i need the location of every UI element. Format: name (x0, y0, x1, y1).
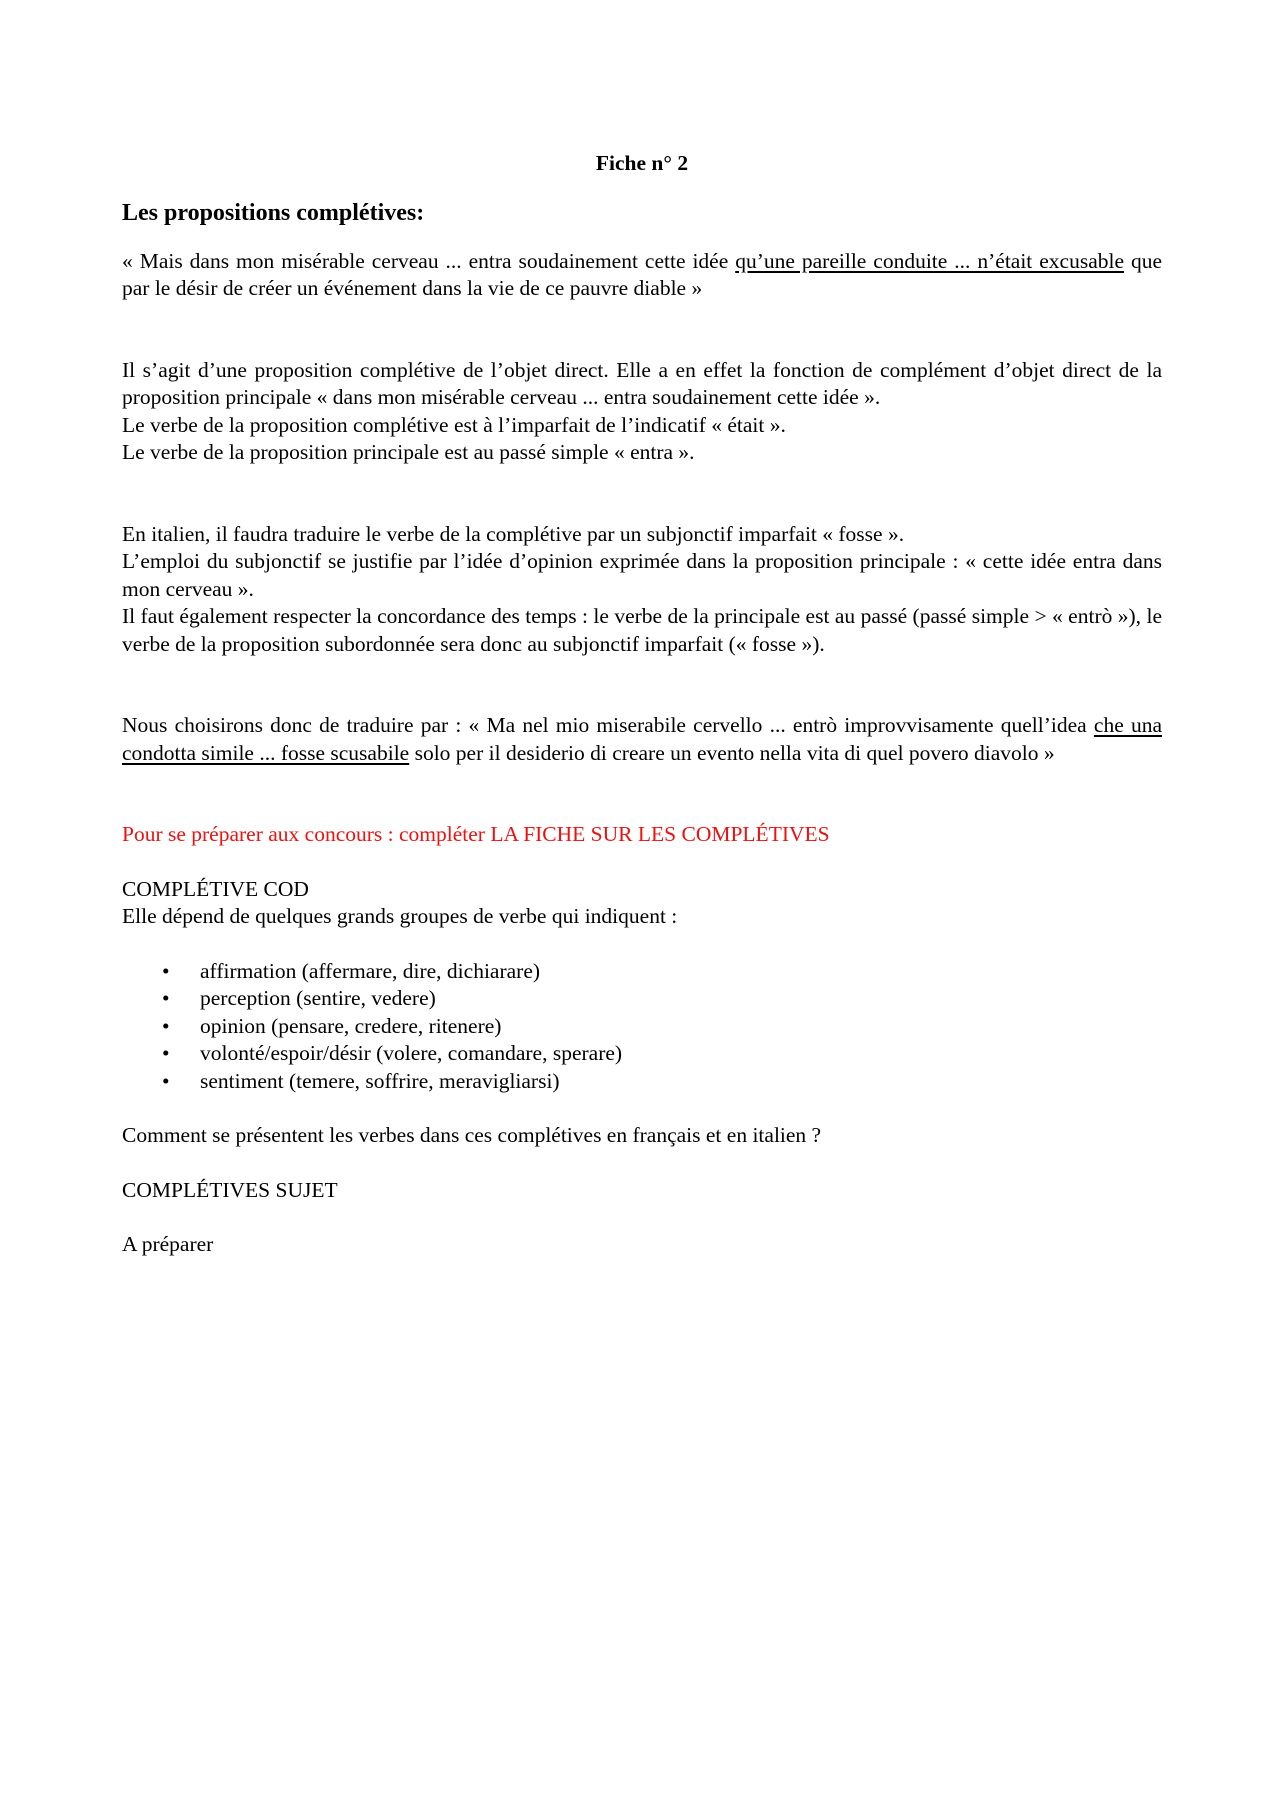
spacer (122, 931, 1162, 958)
bullet-icon: • (162, 1041, 170, 1065)
verb-group-list (122, 958, 1162, 1096)
list-item-text: opinion (pensare, credere, ritenere) (200, 1013, 502, 1038)
bullet-icon: • (162, 1013, 170, 1038)
italian-paragraph: L’emploi du subjonctif se justifie par l’idée d’opinion exprimée dans la proposition principale : « cette idée entra dans mon cerveau ». (122, 549, 1162, 601)
list-item (122, 1040, 1162, 1068)
bullet-icon: • (162, 1068, 170, 1093)
cod-question: Comment se présentent les verbes dans ces complétives en français et en italien ? (122, 1123, 822, 1147)
french-quote (122, 248, 1162, 303)
page-title: Fiche n° 2 (595, 151, 689, 175)
list-item (122, 1068, 1162, 1096)
list-item (122, 958, 1162, 986)
list-item (122, 1013, 1162, 1041)
analysis-line: Le verbe de la proposition complétive est à l’imparfait de l’indicatif « était ». (122, 412, 786, 437)
analysis-line: Le verbe de la proposition principale est au passé simple « entra ». (122, 440, 695, 464)
analysis-paragraph: Il s’agit d’une proposition complétive de l’objet direct. Elle a en effet la fonction de complément d’objet direct de la proposition principale « dans mon misérable cerveau ... entra soudainement cette idée ». (122, 357, 1162, 409)
italian-line: En italien, il faudra traduire le verbe de la complétive par un subjonctif imparfait « fosse ». (122, 521, 905, 546)
spacer (122, 1095, 1162, 1122)
list-item-text: affirmation (affermare, dire, dichiarare) (200, 958, 541, 983)
preparation-instruction: Pour se préparer aux concours : compléter LA FICHE SUR LES COMPLÉTIVES (122, 822, 830, 846)
sujet-note: A préparer (122, 1232, 214, 1256)
list-item-text: perception (sentire, vedere) (200, 986, 436, 1010)
cod-heading: COMPLÉTIVE COD (122, 876, 309, 901)
translation-underlined: che una condotta simile ... fosse scusabile (122, 713, 1162, 765)
translation-end: solo per il desiderio di creare un evento nella vita di quel povero diavolo » (409, 740, 1055, 765)
spacer (122, 767, 1162, 821)
document-body (122, 150, 1162, 1259)
translation-start: Nous choisirons donc de traduire par : « Ma nel mio miserabile cervello ... entrò improvvisamente quell’idea (122, 713, 1094, 737)
french-quote-end: que par le désir de créer un événement dans la vie de ce pauvre diable » (122, 248, 1162, 300)
list-item-text: volonté/espoir/désir (volere, comandare, sperare) (200, 1041, 623, 1065)
spacer (122, 658, 1162, 712)
spacer (122, 849, 1162, 876)
spacer (122, 467, 1162, 521)
spacer (122, 1150, 1162, 1177)
list-item-text: sentiment (temere, soffrire, meravigliarsi) (200, 1068, 560, 1093)
spacer (122, 1204, 1162, 1231)
french-quote-start: « Mais dans mon misérable cerveau ... entra soudainement cette idée (122, 248, 736, 273)
french-quote-underlined: qu’une pareille conduite ... n’était excusable (735, 248, 1124, 273)
bullet-icon: • (162, 958, 170, 983)
bullet-icon: • (162, 986, 170, 1010)
list-item (122, 985, 1162, 1013)
cod-intro: Elle dépend de quelques grands groupes de verbe qui indiquent : (122, 904, 678, 928)
italian-paragraph: Il faut également respecter la concordance des temps : le verbe de la principale est au passé (passé simple > « entrò »), le verbe de la proposition subordonnée sera donc au subjonctif imparfait (« fosse »). (122, 604, 1162, 656)
section-title: Les propositions complétives: (122, 199, 425, 226)
spacer (122, 303, 1162, 357)
italian-translation (122, 712, 1162, 767)
sujet-heading: COMPLÉTIVES SUJET (122, 1177, 338, 1202)
